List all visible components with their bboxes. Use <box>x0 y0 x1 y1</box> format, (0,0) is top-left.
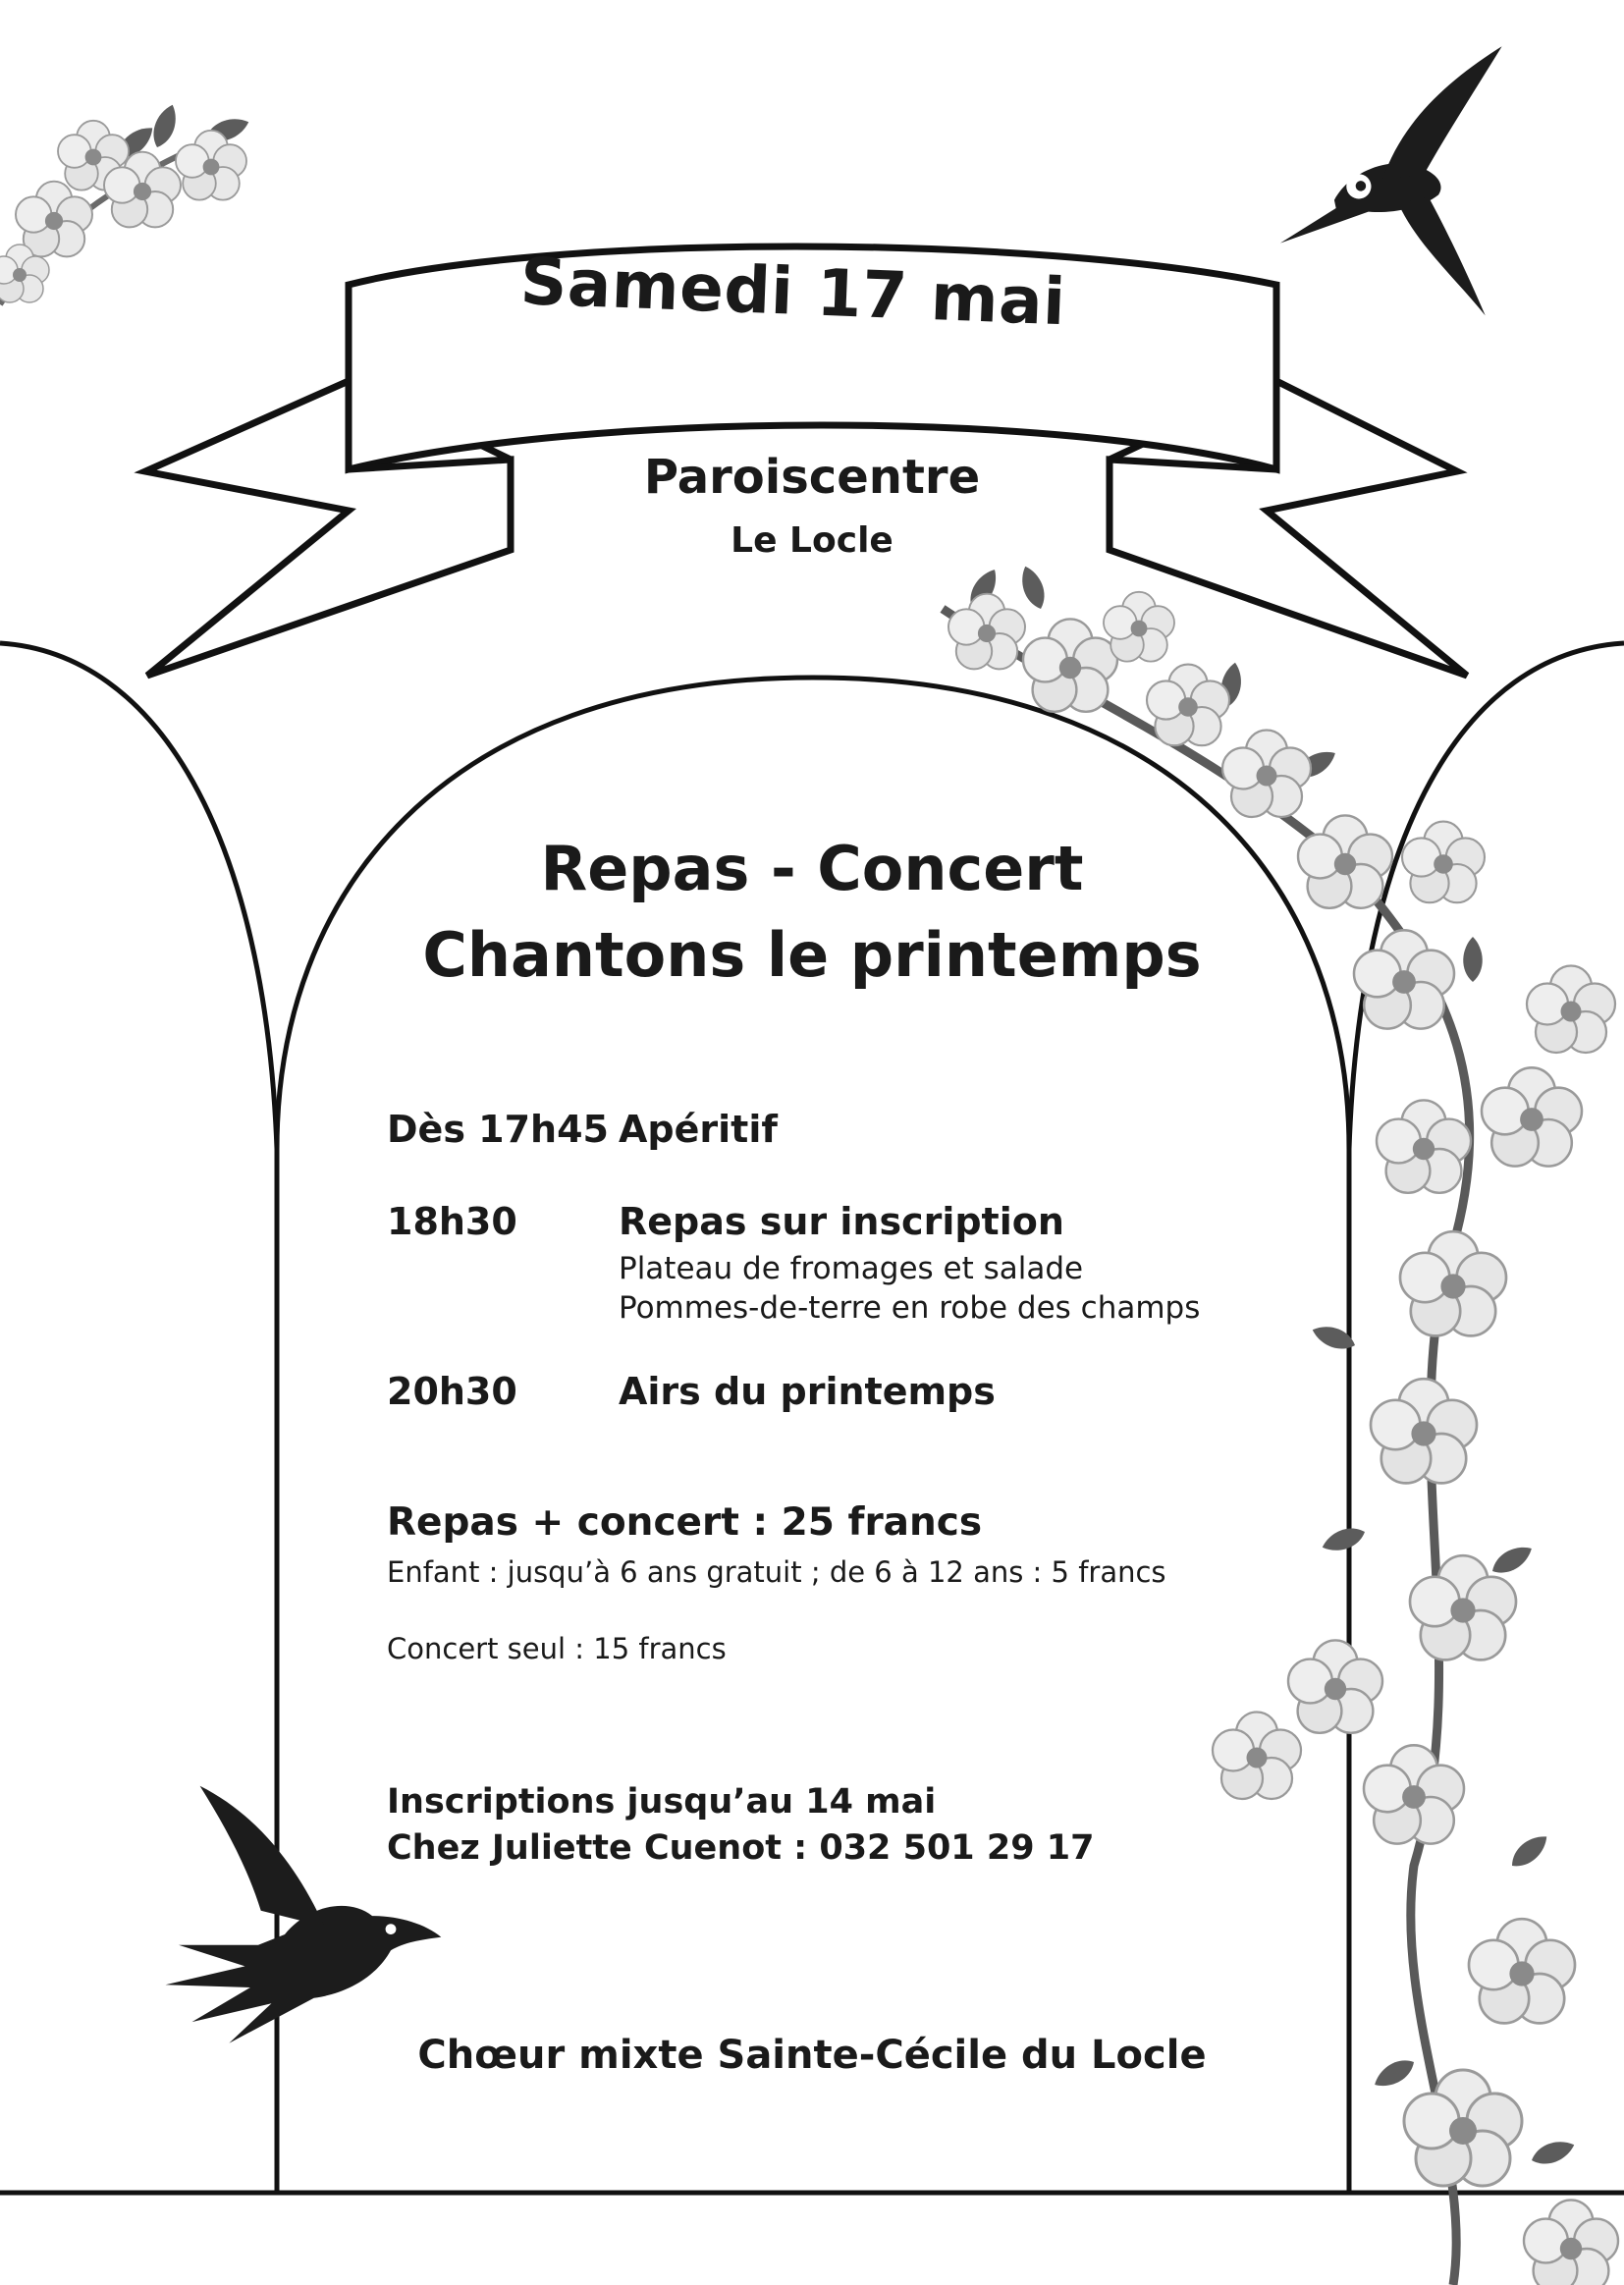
program-title: Repas sur inscription <box>619 1200 1064 1243</box>
program-title: Airs du printemps <box>619 1370 996 1413</box>
registration-contact: Chez Juliette Cuenot : 032 501 29 17 <box>387 1828 1095 1868</box>
event-date: Samedi 17 mai <box>518 244 1067 341</box>
program-time: Dès 17h45 <box>387 1108 609 1151</box>
price-main: Repas + concert : 25 francs <box>387 1500 983 1545</box>
venue-name: Paroiscentre <box>643 450 981 505</box>
blossom-branch-right-icon <box>943 563 1618 2285</box>
organizer: Chœur mixte Sainte-Cécile du Locle <box>417 2033 1207 2078</box>
program-detail: Plateau de fromages et salade <box>619 1251 1084 1286</box>
price-children: Enfant : jusqu’à 6 ans gratuit ; de 6 à 12 ans : 5 francs <box>387 1555 1166 1589</box>
program-time: 20h30 <box>387 1370 517 1413</box>
price-concert-only: Concert seul : 15 francs <box>387 1632 727 1665</box>
venue-town: Le Locle <box>731 520 893 561</box>
swallow-bird-top-right-icon <box>1250 46 1556 354</box>
program-title: Apéritif <box>619 1108 778 1151</box>
headline-line-2: Chantons le printemps <box>422 919 1202 991</box>
program-time: 18h30 <box>387 1200 517 1243</box>
program-detail: Pommes-de-terre en robe des champs <box>619 1290 1201 1326</box>
blossom-branch-top-left-icon <box>0 101 252 304</box>
headline-line-1: Repas - Concert <box>540 833 1084 904</box>
swallow-bird-bottom-left-icon <box>166 1786 442 2043</box>
registration-deadline: Inscriptions jusqu’au 14 mai <box>387 1782 937 1822</box>
